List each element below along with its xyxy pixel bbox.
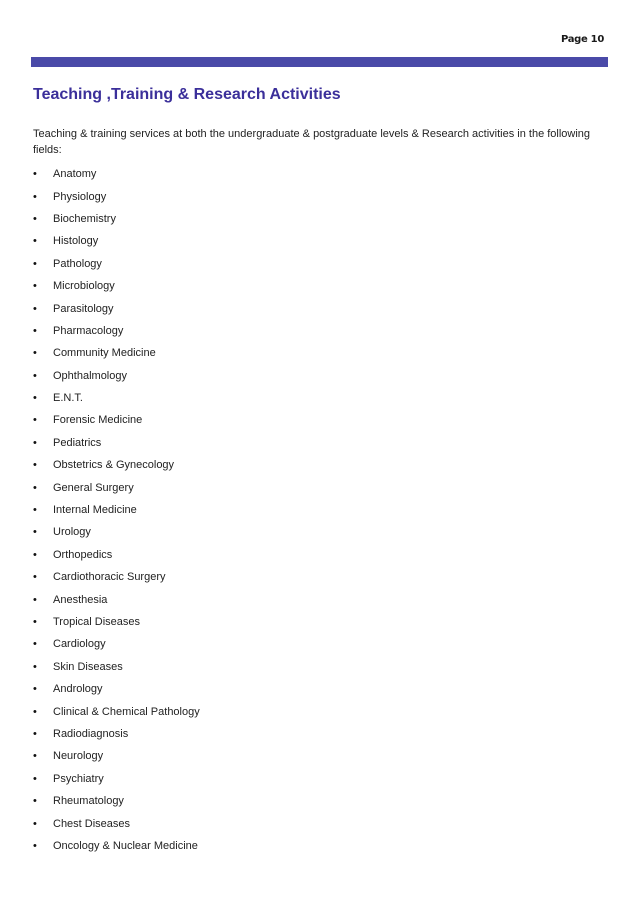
list-item bbox=[33, 611, 200, 633]
bullet-icon: • bbox=[33, 705, 37, 718]
list-item bbox=[33, 230, 200, 252]
field-label: Cardiology bbox=[53, 638, 106, 651]
list-item bbox=[33, 745, 200, 767]
list-item bbox=[33, 476, 200, 498]
list-item bbox=[33, 185, 200, 207]
field-label: Pediatrics bbox=[53, 436, 102, 449]
bullet-icon: • bbox=[33, 481, 37, 494]
field-label: Oncology & Nuclear Medicine bbox=[53, 839, 198, 852]
list-item bbox=[33, 812, 200, 834]
field-label: Skin Diseases bbox=[53, 660, 123, 673]
bullet-icon: • bbox=[33, 257, 37, 270]
bullet-icon: • bbox=[33, 190, 37, 203]
bullet-icon: • bbox=[33, 168, 37, 181]
list-item bbox=[33, 656, 200, 678]
field-label: Forensic Medicine bbox=[53, 414, 143, 427]
field-label: Andrology bbox=[53, 683, 103, 696]
list-item bbox=[33, 409, 200, 431]
bullet-icon: • bbox=[33, 683, 37, 696]
field-label: Parasitology bbox=[53, 302, 114, 315]
list-item bbox=[33, 521, 200, 543]
list-item bbox=[33, 499, 200, 521]
field-label: General Surgery bbox=[53, 481, 134, 494]
bullet-icon: • bbox=[33, 571, 37, 584]
bullet-icon: • bbox=[33, 369, 37, 382]
bullet-icon: • bbox=[33, 727, 37, 740]
list-item bbox=[33, 544, 200, 566]
field-label: Psychiatry bbox=[53, 772, 104, 785]
field-label: Rheumatology bbox=[53, 795, 124, 808]
bullet-icon: • bbox=[33, 593, 37, 606]
field-label: Chest Diseases bbox=[53, 817, 131, 830]
field-label: Community Medicine bbox=[53, 347, 156, 360]
field-label: Pathology bbox=[53, 257, 102, 270]
bullet-icon: • bbox=[33, 616, 37, 628]
list-item bbox=[33, 790, 200, 812]
field-label: Physiology bbox=[53, 190, 107, 203]
fields-list bbox=[33, 163, 200, 857]
list-item bbox=[33, 633, 200, 655]
field-label: Clinical & Chemical Pathology bbox=[53, 705, 200, 718]
list-item bbox=[33, 566, 200, 588]
list-item bbox=[33, 768, 200, 790]
bullet-icon: • bbox=[33, 347, 37, 360]
bullet-icon: • bbox=[33, 324, 37, 337]
list-item bbox=[33, 253, 200, 275]
field-label: Ophthalmology bbox=[53, 369, 127, 382]
list-item bbox=[33, 723, 200, 745]
bullet-icon: • bbox=[33, 504, 37, 517]
bullet-icon: • bbox=[33, 638, 37, 651]
field-label: Tropical Diseases bbox=[53, 616, 141, 628]
field-label: Biochemistry bbox=[53, 212, 116, 225]
list-item bbox=[33, 700, 200, 722]
field-label: Microbiology bbox=[53, 280, 115, 293]
bullet-icon: • bbox=[33, 839, 37, 852]
bullet-icon: • bbox=[33, 212, 37, 225]
list-item bbox=[33, 275, 200, 297]
list-item bbox=[33, 163, 200, 185]
bullet-icon: • bbox=[33, 280, 37, 293]
field-label: Cardiothoracic Surgery bbox=[53, 571, 166, 584]
list-item bbox=[33, 835, 200, 857]
field-label: Neurology bbox=[53, 750, 104, 763]
field-label: Anatomy bbox=[53, 168, 97, 181]
page-title: Teaching ,Training & Research Activities bbox=[33, 86, 341, 103]
field-label: Radiodiagnosis bbox=[53, 727, 129, 740]
field-label: Obstetrics & Gynecology bbox=[53, 459, 175, 472]
bullet-icon: • bbox=[33, 772, 37, 785]
bullet-icon: • bbox=[33, 548, 37, 561]
bullet-icon: • bbox=[33, 414, 37, 427]
list-item bbox=[33, 297, 200, 319]
bullet-icon: • bbox=[33, 392, 37, 405]
intro-paragraph: Teaching & training services at both the undergraduate & postgraduate levels & Research activities in the following fields: bbox=[33, 128, 591, 156]
bullet-icon: • bbox=[33, 817, 37, 830]
field-label: E.N.T. bbox=[53, 392, 83, 405]
field-label: Urology bbox=[53, 526, 91, 539]
list-item bbox=[33, 588, 200, 610]
bullet-icon: • bbox=[33, 795, 37, 808]
field-label: Internal Medicine bbox=[53, 504, 137, 517]
list-item bbox=[33, 678, 200, 700]
list-item bbox=[33, 365, 200, 387]
page-number: Page 10 bbox=[560, 34, 604, 45]
bullet-icon: • bbox=[33, 660, 37, 673]
bullet-icon: • bbox=[33, 526, 37, 539]
bullet-icon: • bbox=[33, 235, 37, 248]
header-rule bbox=[31, 57, 608, 67]
field-label: Anesthesia bbox=[53, 593, 108, 606]
field-label: Pharmacology bbox=[53, 324, 124, 337]
bullet-icon: • bbox=[33, 302, 37, 315]
field-label: Histology bbox=[53, 235, 99, 248]
bullet-icon: • bbox=[33, 436, 37, 449]
list-item bbox=[33, 342, 200, 364]
list-item bbox=[33, 454, 200, 476]
bullet-icon: • bbox=[33, 459, 37, 472]
list-item bbox=[33, 208, 200, 230]
list-item bbox=[33, 320, 200, 342]
bullet-icon: • bbox=[33, 750, 37, 763]
field-label: Orthopedics bbox=[53, 548, 113, 561]
list-item bbox=[33, 387, 200, 409]
list-item bbox=[33, 432, 200, 454]
